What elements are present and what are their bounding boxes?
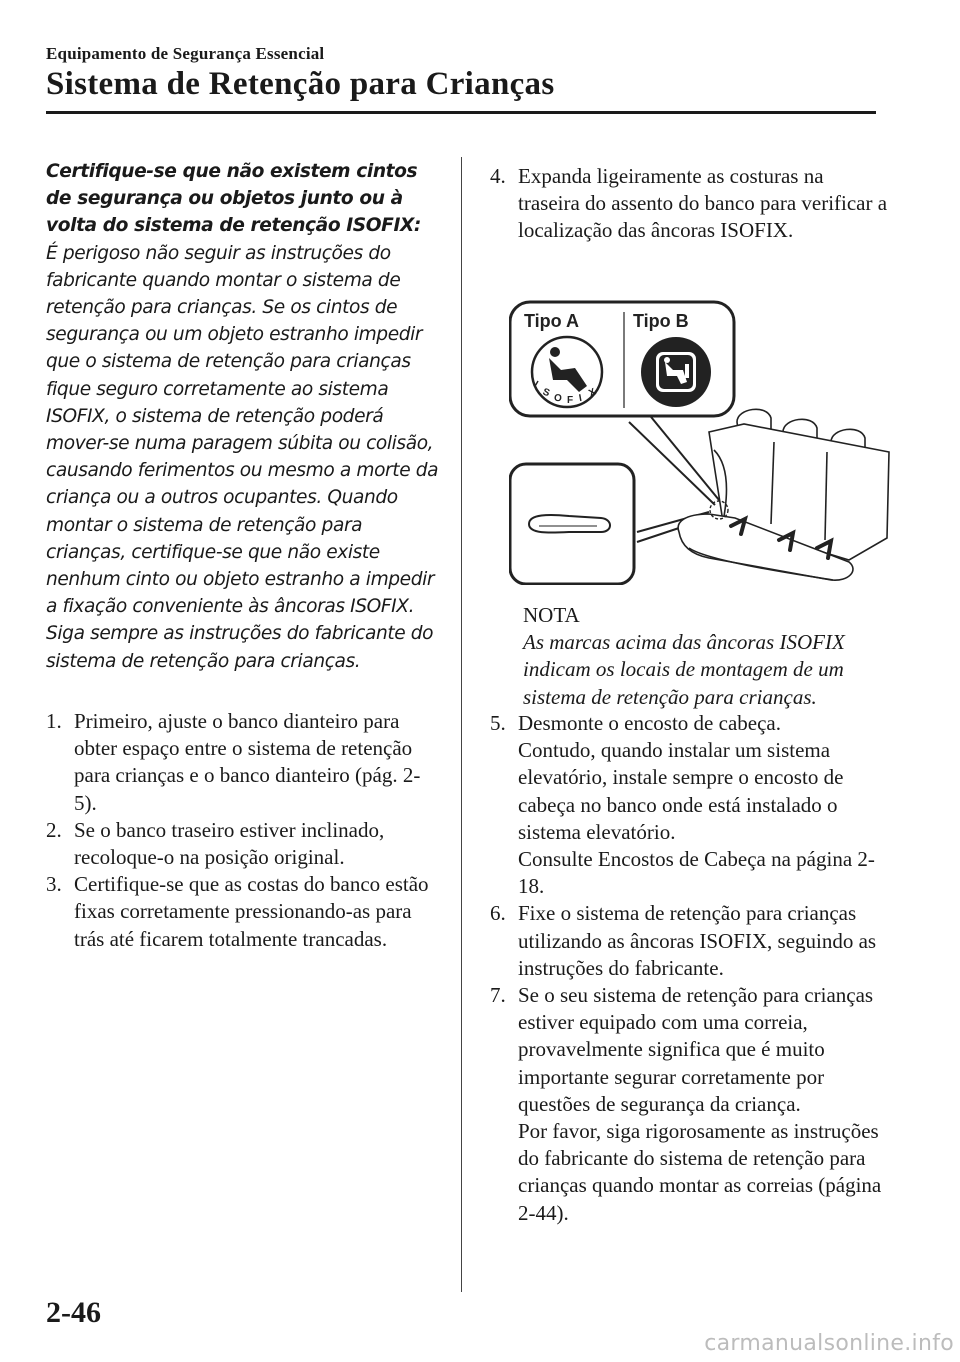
- step-item: 3. Certifique-se que as costas do banco estão fixas corretamente pressionando-as para trás até ficarem totalmente trancadas.: [46, 872, 429, 951]
- note-block: [523, 602, 883, 711]
- svg-text:F: F: [567, 395, 574, 406]
- type-a-label: Tipo A: [524, 311, 579, 331]
- watermark: carmanualsonline.info: [704, 1331, 954, 1356]
- anchor-detail-inset: [510, 464, 634, 584]
- step-item: 1. Primeiro, ajuste o banco dianteiro para obter espaço entre o sistema de retenção para crianças e o banco dianteiro (pág. 2-5).: [46, 709, 421, 815]
- step-item: 6. Fixe o sistema de retenção para crianças utilizando as âncoras ISOFIX, seguindo as instruções do fabricante.: [490, 901, 877, 980]
- svg-text:O: O: [553, 392, 563, 405]
- warning-heading: Certifique-se que não existem cintos de segurança ou objetos junto ou à volta do sistema de retenção ISOFIX:: [46, 161, 421, 237]
- svg-text:I: I: [578, 392, 583, 405]
- column-divider: [461, 157, 462, 1292]
- note-label: NOTA: [523, 603, 580, 627]
- isofix-type-a-icon: [532, 337, 602, 407]
- warning-body: É perigoso não seguir as instruções do fabricante quando montar o sistema de retenção para crianças. Se os cintos de segurança ou um objeto estranho impedir que o sistema de retenção para crianças fique seguro corretamente ao sistema ISOFIX, o sistema de retenção poderá mover-se numa paragem súbita ou colisão, causando ferimentos ou mesmo a morte da criança ou a outros ocupantes. Quando montar o sistema de retenção para crianças, certifique-se que não existe nenhum cinto ou objeto estranho a impedir a fixação conveniente às âncoras ISOFIX. Siga sempre as instruções do fabricante do sistema de retenção para crianças.: [46, 242, 439, 672]
- step-item: 2. Se o banco traseiro estiver inclinado, recoloque-o na posição original.: [46, 817, 385, 870]
- isofix-figure: [509, 300, 894, 585]
- svg-text:I: I: [531, 379, 540, 391]
- isofix-type-b-icon: [641, 337, 711, 407]
- header-rule: [46, 111, 876, 114]
- svg-text:S: S: [541, 386, 552, 400]
- steps-list-right: [490, 710, 890, 1227]
- step-item: 7. Se o seu sistema de retenção para crianças estiver equipado com uma correia, provavelmente significa que é muito importante segurar corretamente por questões de segurança da criança. Por favor, siga rigorosamente as instruções do fabricante do sistema de retenção para crianças quando montar as correias (página 2-44).: [490, 983, 882, 1225]
- page-title: Sistema de Retenção para Crianças: [46, 66, 555, 102]
- step-item: 5. Desmonte o encosto de cabeça. Contudo, quando instalar um sistema elevatório, instale sempre o encosto de cabeça no banco onde está instalado o sistema elevatório. Consulte Encostos de Cabeça na página 2-18.: [490, 711, 875, 899]
- page-number: 2-46: [46, 1296, 101, 1329]
- steps-list-left: [46, 708, 441, 953]
- steps-list-right-top: [490, 163, 890, 245]
- type-b-label: Tipo B: [633, 311, 689, 331]
- note-text: As marcas acima das âncoras ISOFIX indicam os locais de montagem de um sistema de retenção para crianças.: [523, 630, 845, 709]
- rear-seat-illustration: [678, 409, 889, 580]
- step-item: 4. Expanda ligeiramente as costuras na traseira do assento do banco para verificar a localização das âncoras ISOFIX.: [490, 164, 888, 243]
- warning-block: [46, 158, 441, 675]
- section-label: Equipamento de Segurança Essencial: [46, 44, 325, 63]
- svg-text:X: X: [587, 386, 598, 400]
